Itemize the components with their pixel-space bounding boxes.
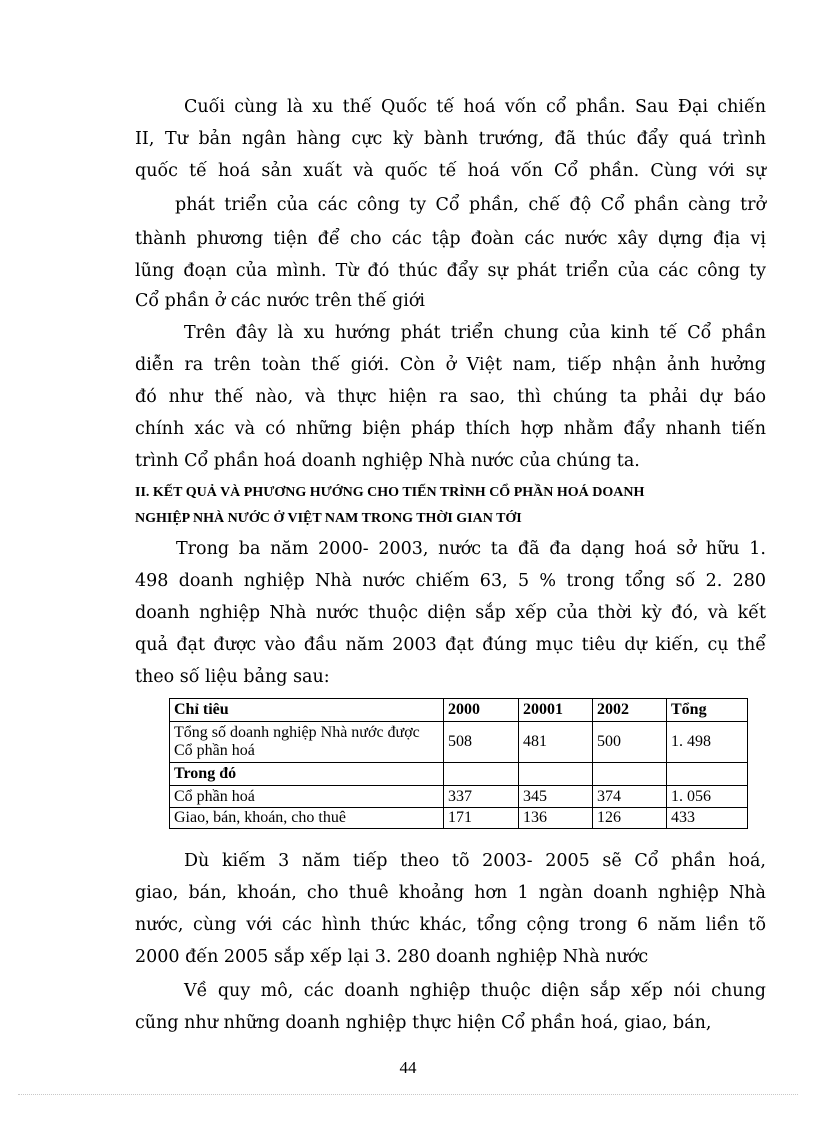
paragraph-line: quả đạt được vào đầu năm 2003 đạt đúng mục tiêu dự kiến, cụ thể [135, 635, 766, 655]
paragraph-line: Cổ phần ở các nước trên thế giới [135, 291, 425, 311]
table-cell: Giao, bán, khoán, cho thuê [170, 808, 444, 829]
paragraph-line: trình Cổ phần hoá doanh nghiệp Nhà nước của chúng ta. [135, 451, 640, 471]
table-cell: Tổng số doanh nghiệp Nhà nước được Cổ phần hoá [170, 722, 444, 763]
table-row [170, 786, 748, 808]
paragraph-line: chính xác và có những biện pháp thích hợp nhằm đẩy nhanh tiến [135, 419, 766, 439]
bottom-divider [18, 1094, 798, 1095]
table-cell [593, 763, 667, 786]
table-cell: 433 [667, 808, 748, 829]
table-cell: Trong đó [170, 763, 444, 786]
table-cell: 500 [593, 722, 667, 763]
paragraph-line: cũng như những doanh nghiệp thực hiện Cổ phần hoá, giao, bán, [135, 1013, 712, 1033]
table-cell [519, 763, 593, 786]
paragraph-line: quốc tế hoá sản xuất và quốc tế hoá vốn Cổ phần. Cùng với sự [135, 161, 766, 181]
table-header-cell: Chỉ tiêu [170, 699, 444, 722]
table-header-cell: 20001 [519, 699, 593, 722]
section-heading: NGHIỆP NHÀ NƯỚC Ở VIỆT NAM TRONG THỜI GIAN TỚI [135, 511, 522, 526]
table-row [170, 763, 748, 786]
data-table [169, 698, 748, 829]
paragraph-line: nước, cùng với các hình thức khác, tổng cộng trong 6 năm liền tõ [135, 915, 766, 935]
paragraph-line: Dù kiếm 3 năm tiếp theo tõ 2003- 2005 sẽ Cổ phần hoá, [184, 851, 766, 871]
table-cell: 337 [444, 786, 519, 808]
table-cell: 374 [593, 786, 667, 808]
paragraph-line: thành phương tiện để cho các tập đoàn các nước xây dựng địa vị [135, 229, 766, 249]
paragraph-line: đó như thế nào, và thực hiện ra sao, thì chúng ta phải dự báo [135, 387, 766, 407]
table-cell: 1. 056 [667, 786, 748, 808]
paragraph-line: diễn ra trên toàn thế giới. Còn ở Việt nam, tiếp nhận ảnh hưởng [135, 355, 766, 375]
paragraph-line: 498 doanh nghiệp Nhà nước chiếm 63, 5 % trong tổng số 2. 280 [135, 571, 766, 591]
paragraph-line: Về quy mô, các doanh nghiệp thuộc diện sắp xếp nói chung [184, 981, 766, 1001]
table-header-cell: 2000 [444, 699, 519, 722]
table-cell [667, 763, 748, 786]
table-cell: 1. 498 [667, 722, 748, 763]
paragraph-line: Trong ba năm 2000- 2003, nước ta đã đa dạng hoá sở hữu 1. [176, 539, 766, 559]
page-number: 44 [399, 1058, 417, 1077]
table-header-row [170, 699, 748, 722]
table-cell: 508 [444, 722, 519, 763]
table-cell: 126 [593, 808, 667, 829]
paragraph-line: Cuối cùng là xu thế Quốc tế hoá vốn cổ phần. Sau Đại chiến [184, 97, 766, 117]
paragraph-line: giao, bán, khoán, cho thuê khoảng hơn 1 ngàn doanh nghiệp Nhà [135, 883, 766, 903]
table-cell: 171 [444, 808, 519, 829]
table-cell: 481 [519, 722, 593, 763]
table-cell: 345 [519, 786, 593, 808]
table-row [170, 808, 748, 829]
paragraph-line: phát triển của các công ty Cổ phần, chế độ Cổ phần càng trở [175, 195, 766, 215]
table-header-cell: 2002 [593, 699, 667, 722]
table-cell [444, 763, 519, 786]
paragraph-line: II, Tư bản ngân hàng cực kỳ bành trướng, đã thúc đẩy quá trình [135, 129, 766, 149]
table-header-cell: Tổng [667, 699, 748, 722]
section-heading: II. KẾT QUẢ VÀ PHƯƠNG HƯỚNG CHO TIẾN TRÌNH CỔ PHẦN HOÁ DOANH [135, 485, 645, 500]
paragraph-line: 2000 đến 2005 sắp xếp lại 3. 280 doanh nghiệp Nhà nước [135, 947, 649, 967]
paragraph-line: doanh nghiệp Nhà nước thuộc diện sắp xếp của thời kỳ đó, và kết [135, 603, 766, 623]
paragraph-line: Trên đây là xu hướng phát triển chung của kinh tế Cổ phần [184, 323, 766, 343]
table-row [170, 722, 748, 763]
paragraph-line: lũng đoạn của mình. Từ đó thúc đẩy sự phát triển của các công ty [135, 261, 766, 281]
table-cell: Cổ phần hoá [170, 786, 444, 808]
table-cell: 136 [519, 808, 593, 829]
paragraph-line: theo số liệu bảng sau: [135, 667, 330, 687]
